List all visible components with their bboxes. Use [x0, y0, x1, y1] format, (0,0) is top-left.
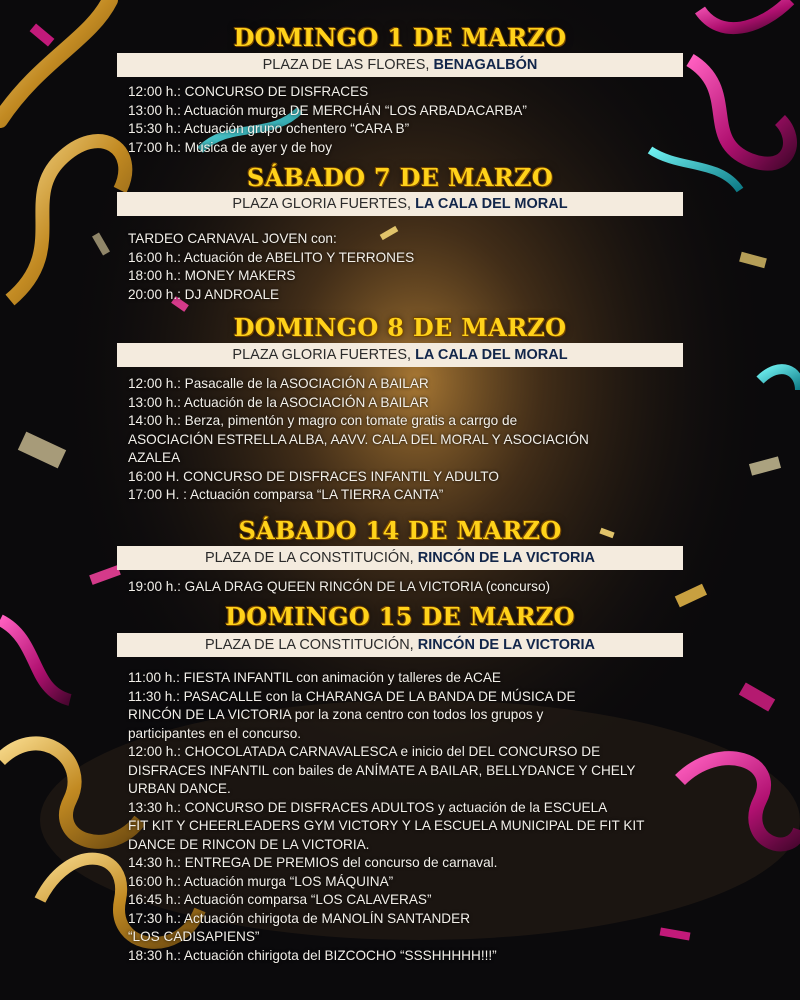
event-item: 16:00 h.: Actuación murga “LOS MÁQUINA”: [128, 873, 394, 889]
day-heading: SÁBADO 14 DE MARZO: [238, 516, 562, 545]
event-list: [128, 375, 658, 505]
venue-name: PLAZA DE LA CONSTITUCIÓN,: [205, 637, 414, 653]
event-item: DANCE DE RINCON DE LA VICTORIA.: [128, 836, 370, 852]
event-list: [128, 578, 648, 597]
day-heading: DOMINGO 8 DE MARZO: [233, 313, 567, 342]
event-item: 16:00 H. CONCURSO DE DISFRACES INFANTIL Y ADULTO: [128, 468, 499, 484]
event-item: 16:45 h.: Actuación comparsa “LOS CALAVERAS”: [128, 892, 432, 907]
event-item: RINCÓN DE LA VICTORIA por la zona centro con todos los grupos y: [128, 707, 544, 722]
event-list: [128, 669, 658, 965]
venue-town: BENAGALBÓN: [433, 57, 538, 73]
event-item: 12:00 h.: CHOCOLATADA CARNAVALESCA e inicio del DEL CONCURSO DE: [128, 744, 601, 759]
event-item: 14:30 h.: ENTREGA DE PREMIOS del concurso de carnaval.: [128, 855, 498, 870]
event-item: 20:00 h.: DJ ANDROALE: [128, 286, 280, 302]
event-item: 18:30 h.: Actuación chirigota del BIZCOCHO “SSSHHHHH!!!”: [128, 947, 497, 963]
day-heading: SÁBADO 7 DE MARZO: [246, 163, 554, 192]
event-item: DISFRACES INFANTIL con bailes de ANÍMATE A BAILAR, BELLYDANCE Y CHELY: [128, 762, 636, 778]
venue-town: RINCÓN DE LA VICTORIA: [417, 550, 595, 566]
event-list: [128, 83, 648, 157]
event-item: ASOCIACIÓN ESTRELLA ALBA, AAVV. CALA DEL MORAL Y ASOCIACIÓN: [128, 431, 589, 447]
event-item: 12:00 h.: Pasacalle de la ASOCIACIÓN A BAILAR: [128, 376, 429, 391]
event-list: [128, 230, 648, 304]
event-item: 13:00 h.: Actuación de la ASOCIACIÓN A BAILAR: [128, 394, 429, 410]
venue-town: RINCÓN DE LA VICTORIA: [417, 637, 595, 653]
event-item: 13:30 h.: CONCURSO DE DISFRACES ADULTOS y actuación de la ESCUELA: [128, 799, 608, 815]
day-heading: DOMINGO 1 DE MARZO: [233, 23, 567, 52]
venue-name: PLAZA DE LA CONSTITUCIÓN,: [205, 550, 414, 566]
venue-bar: [117, 343, 683, 367]
event-item: 11:30 h.: PASACALLE con la CHARANGA DE LA BANDA DE MÚSICA DE: [128, 688, 576, 704]
venue-town: LA CALA DEL MORAL: [415, 196, 568, 212]
event-item: 14:00 h.: Berza, pimentón y magro con tomate gratis a carrgo de: [128, 413, 518, 428]
venue-name: PLAZA GLORIA FUERTES,: [232, 347, 412, 363]
venue-bar: [117, 633, 683, 657]
event-item: 12:00 h.: CONCURSO DE DISFRACES: [128, 84, 369, 99]
event-item: 15:30 h.: Actuación grupo ochentero “CARA B”: [128, 121, 410, 136]
venue-town: LA CALA DEL MORAL: [415, 347, 568, 363]
event-item: TARDEO CARNAVAL JOVEN con:: [128, 231, 337, 246]
event-item: “LOS CADISAPIENS”: [128, 929, 260, 944]
event-item: 17:30 h.: Actuación chirigota de MANOLÍN SANTANDER: [128, 910, 471, 926]
venue-name: PLAZA GLORIA FUERTES,: [232, 196, 412, 212]
event-item: URBAN DANCE.: [128, 781, 231, 796]
venue-bar: [117, 192, 683, 216]
event-item: FIT KIT Y CHEERLEADERS GYM VICTORY Y LA ESCUELA MUNICIPAL DE FIT KIT: [128, 818, 645, 833]
venue-bar: [117, 53, 683, 77]
event-item: 16:00 h.: Actuación de ABELITO Y TERRONES: [128, 249, 415, 265]
event-item: 17:00 h.: Música de ayer y de hoy: [128, 139, 333, 155]
event-item: 19:00 h.: GALA DRAG QUEEN RINCÓN DE LA VICTORIA (concurso): [128, 579, 551, 594]
event-item: 13:00 h.: Actuación murga DE MERCHÁN “LOS ARBADACARBA”: [128, 102, 527, 118]
event-item: AZALEA: [128, 450, 181, 465]
day-heading: DOMINGO 15 DE MARZO: [225, 602, 575, 631]
event-item: 18:00 h.: MONEY MAKERS: [128, 268, 296, 283]
event-item: participantes en el concurso.: [128, 725, 302, 741]
event-item: 11:00 h.: FIESTA INFANTIL con animación y talleres de ACAE: [128, 670, 501, 685]
event-item: 17:00 H. : Actuación comparsa “LA TIERRA CANTA”: [128, 487, 444, 502]
venue-bar: [117, 546, 683, 570]
venue-name: PLAZA DE LAS FLORES,: [262, 57, 430, 73]
